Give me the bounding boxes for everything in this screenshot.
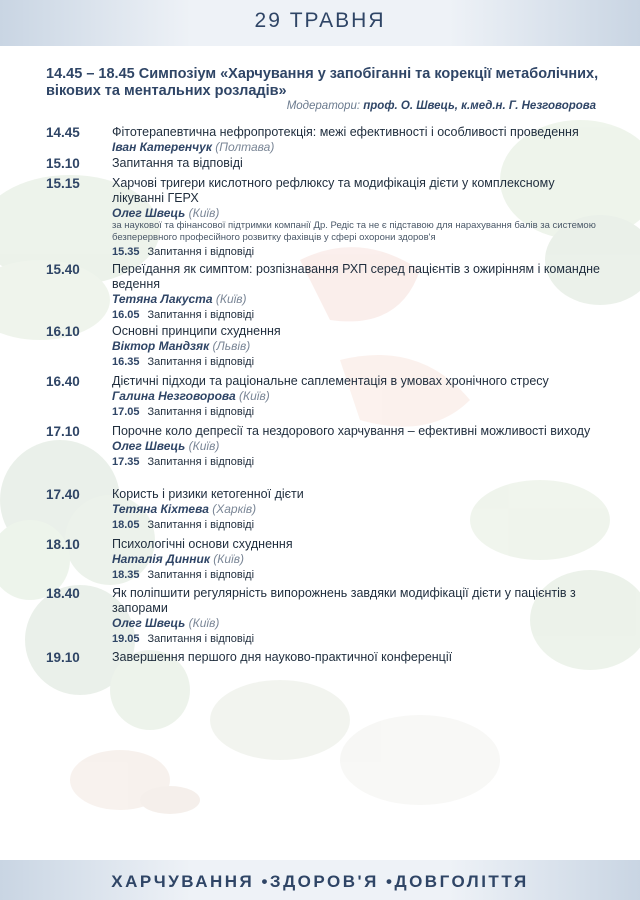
qa-time: 16.35	[112, 356, 140, 368]
speaker-name: Галина Незговорова	[112, 389, 236, 403]
speaker	[112, 206, 602, 220]
speaker-city: (Харків)	[212, 502, 257, 516]
qa-row	[112, 455, 602, 469]
qa-row	[112, 632, 602, 646]
talk-title: Порочне коло депресії та нездорового харчування – ефективні можливості виходу	[112, 424, 591, 438]
sponsor-note: за наукової та фінансової підтримки компанії Др. Редіс та не є підставою для нарахування балів за системою безперервного професійного розвитку фахівців у сфері охорони здоров'я	[112, 220, 596, 243]
speaker-city: (Київ)	[188, 439, 220, 453]
moderators-names: проф. О. Швець, к.мед.н. Г. Незговорова	[363, 100, 596, 112]
qa-text: Запитання і відповіді	[147, 406, 255, 418]
qa-row	[112, 308, 602, 322]
talk-title: Користь і ризики кетогенної дієти	[112, 487, 304, 501]
symposium-moderators	[287, 100, 596, 112]
qa-text: Запитання і відповіді	[147, 456, 255, 468]
item-time: 17.10	[46, 424, 80, 439]
footer-slogan: ХАРЧУВАННЯ •ЗДОРОВ'Я •ДОВГОЛІТТЯ	[111, 872, 529, 891]
item-time: 15.40	[46, 262, 80, 277]
item-time: 19.10	[46, 650, 80, 665]
talk-title: Як поліпшити регулярність випорожнень завдяки модифікації дієти у пацієнтів з запорами	[112, 586, 576, 615]
item-time: 15.10	[46, 156, 80, 171]
speaker-city: (Київ)	[239, 389, 270, 403]
speaker-city: (Київ)	[188, 206, 220, 220]
item-time: 16.40	[46, 374, 80, 389]
item-time: 18.10	[46, 537, 80, 552]
speaker-name: Іван Катеренчук	[112, 140, 212, 154]
talk-title: Запитання та відповіді	[112, 156, 243, 170]
speaker	[112, 439, 602, 453]
qa-row	[112, 405, 602, 419]
qa-time: 17.35	[112, 456, 140, 468]
qa-row	[112, 355, 602, 369]
qa-time: 16.05	[112, 309, 140, 321]
speaker-city: (Київ)	[215, 292, 247, 306]
qa-time: 17.05	[112, 406, 140, 418]
item-time: 15.15	[46, 176, 80, 191]
qa-text: Запитання і відповіді	[147, 519, 255, 531]
page-date: 29 ТРАВНЯ	[254, 9, 386, 32]
talk-title: Переїдання як симптом: розпізнавання РХП серед пацієнтів з ожирінням і командне ведення	[112, 262, 600, 291]
moderators-label: Модератори:	[286, 100, 361, 112]
qa-text: Запитання і відповіді	[147, 309, 255, 321]
talk-title: Психологічні основи схуднення	[112, 537, 293, 551]
qa-row	[112, 568, 602, 582]
speaker-name: Олег Швець	[112, 206, 186, 220]
talk-title: Основні принципи схуднення	[112, 324, 281, 338]
speaker-name: Віктор Мандзяк	[112, 339, 210, 353]
speaker	[112, 339, 602, 353]
item-time: 16.10	[46, 324, 80, 339]
item-time: 14.45	[46, 125, 80, 140]
speaker	[112, 389, 602, 403]
qa-time: 18.35	[112, 569, 140, 581]
qa-time: 18.05	[112, 519, 140, 531]
talk-title: Завершення першого дня науково-практичної конференції	[112, 650, 453, 664]
speaker-name: Олег Швець	[112, 616, 186, 630]
qa-row	[112, 518, 602, 532]
speaker	[112, 616, 602, 630]
speaker	[112, 502, 602, 516]
speaker	[112, 292, 602, 306]
speaker	[112, 140, 602, 154]
talk-title: Фітотерапевтична нефропротекція: межі ефективності і особливості проведення	[112, 125, 579, 139]
speaker-name: Наталія Динник	[112, 552, 210, 566]
talk-title: Дієтичні підходи та раціональне саплементація в умовах хронічного стресу	[112, 374, 549, 388]
qa-text: Запитання і відповіді	[147, 246, 255, 258]
speaker-name: Олег Швець	[112, 439, 186, 453]
speaker-city: (Львів)	[212, 339, 251, 353]
speaker-name: Тетяна Лакуста	[112, 292, 213, 306]
qa-time: 15.35	[112, 246, 140, 258]
qa-row	[112, 245, 602, 259]
speaker-city: (Полтава)	[215, 140, 275, 154]
speaker-city: (Київ)	[188, 616, 220, 630]
speaker-name: Тетяна Кіхтева	[112, 502, 209, 516]
qa-text: Запитання і відповіді	[147, 356, 255, 368]
talk-title: Харчові тригери кислотного рефлюксу та модифікація дієти у комплексному лікуванні ГЕРХ	[112, 176, 555, 205]
qa-text: Запитання і відповіді	[147, 569, 255, 581]
item-time: 17.40	[46, 487, 80, 502]
symposium-title: 14.45 – 18.45 Симпозіум «Харчування у запобіганні та корекції метаболічних, вікових та ментальних розладів»	[46, 66, 599, 99]
qa-text: Запитання і відповіді	[147, 633, 255, 645]
qa-time: 19.05	[112, 633, 140, 645]
speaker-city: (Київ)	[213, 552, 244, 566]
item-time: 18.40	[46, 586, 80, 601]
speaker	[112, 552, 602, 566]
